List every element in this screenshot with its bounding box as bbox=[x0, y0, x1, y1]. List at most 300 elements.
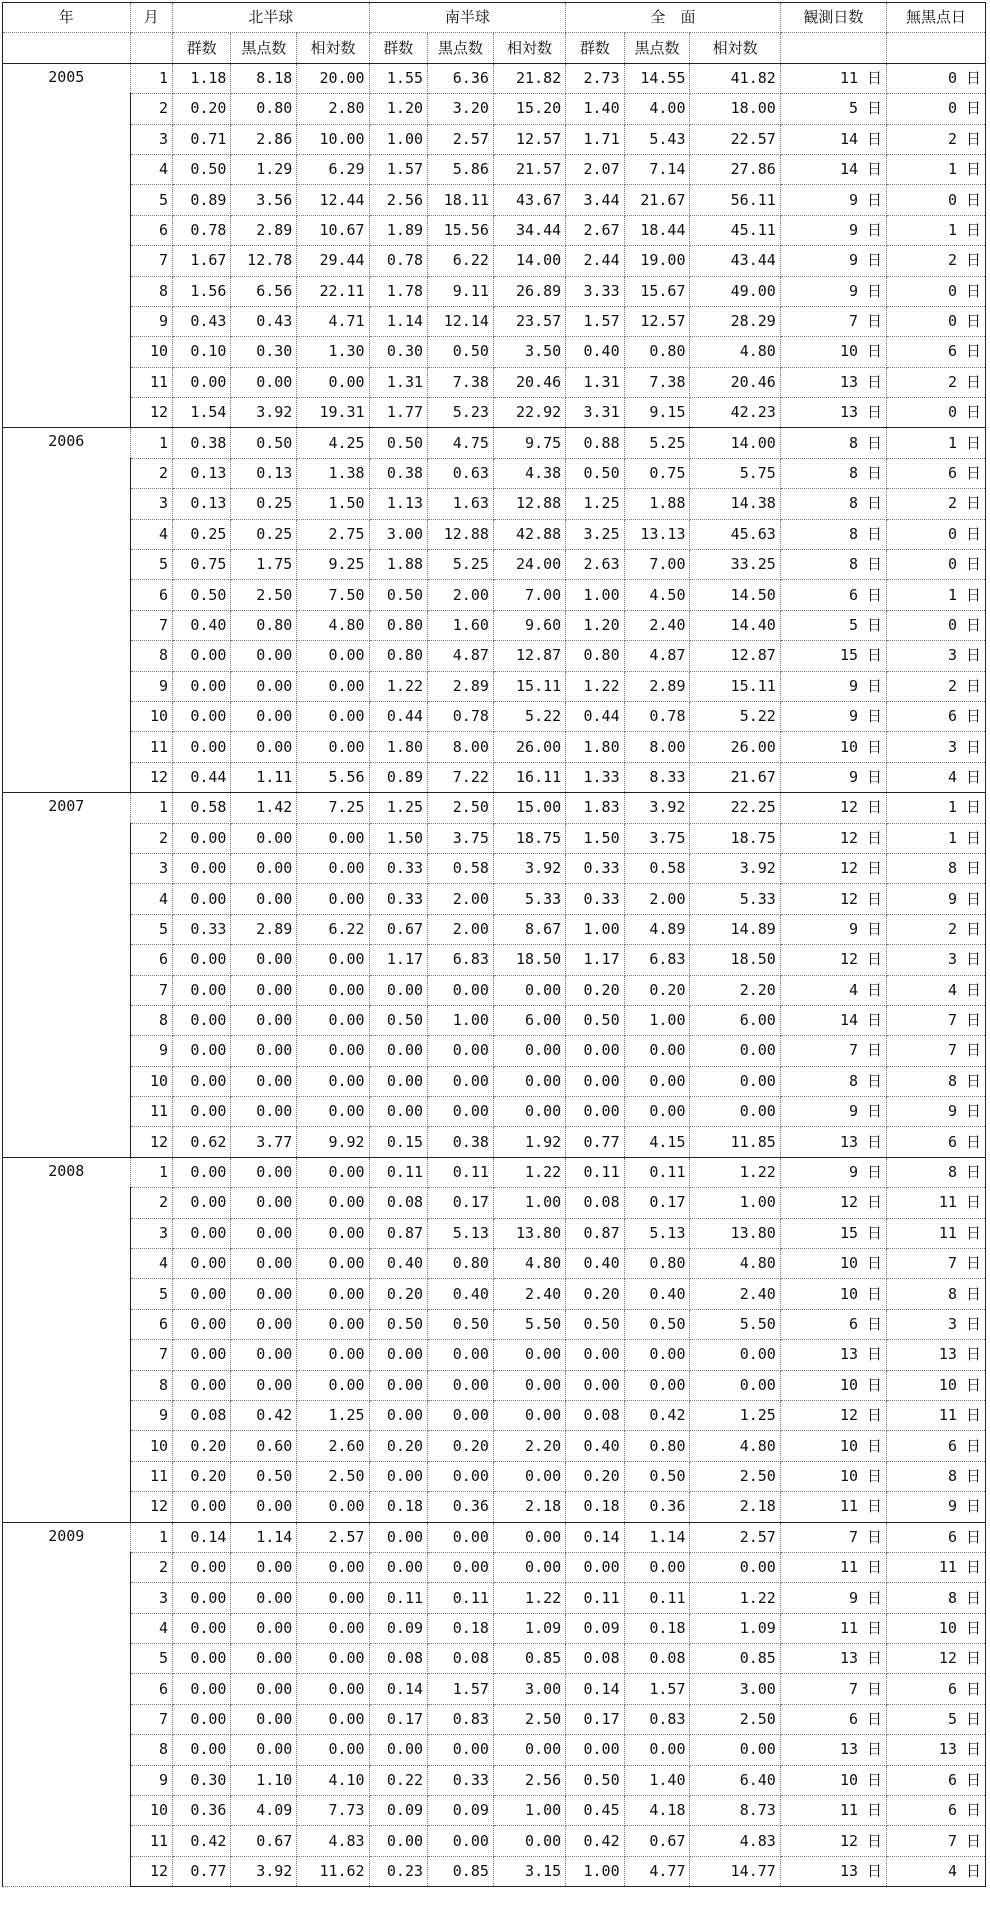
north-spots-cell: 1.10 bbox=[231, 1765, 297, 1795]
north-spots-cell: 0.00 bbox=[231, 1370, 297, 1400]
north-groups-cell: 0.75 bbox=[173, 550, 231, 580]
obs-days-cell: 4 日 bbox=[780, 975, 886, 1005]
whole-relative-cell: 14.40 bbox=[690, 610, 780, 640]
spotless-days-cell: 2 日 bbox=[887, 246, 986, 276]
south-spots-cell: 4.75 bbox=[428, 428, 494, 458]
south-relative-cell: 18.50 bbox=[493, 945, 565, 975]
obs-days-cell: 9 日 bbox=[780, 701, 886, 731]
whole-groups-cell: 0.80 bbox=[566, 641, 624, 671]
obs-days-cell: 13 日 bbox=[780, 1856, 886, 1886]
whole-groups-cell: 1.57 bbox=[566, 306, 624, 336]
header-north-groups: 群数 bbox=[173, 33, 231, 63]
spotless-days-cell: 8 日 bbox=[887, 853, 986, 883]
month-cell: 11 bbox=[130, 1461, 173, 1491]
south-groups-cell: 0.87 bbox=[369, 1218, 427, 1248]
whole-spots-cell: 0.50 bbox=[624, 1309, 690, 1339]
whole-spots-cell: 0.00 bbox=[624, 1066, 690, 1096]
whole-spots-cell: 0.78 bbox=[624, 701, 690, 731]
whole-spots-cell: 5.25 bbox=[624, 428, 690, 458]
north-groups-cell: 0.00 bbox=[173, 1583, 231, 1613]
south-groups-cell: 1.00 bbox=[369, 124, 427, 154]
south-spots-cell: 12.88 bbox=[428, 519, 494, 549]
whole-spots-cell: 0.00 bbox=[624, 1036, 690, 1066]
north-spots-cell: 0.00 bbox=[231, 853, 297, 883]
spotless-days-cell: 8 日 bbox=[887, 1279, 986, 1309]
south-spots-cell: 6.22 bbox=[428, 246, 494, 276]
whole-relative-cell: 2.18 bbox=[690, 1492, 780, 1522]
south-spots-cell: 0.00 bbox=[428, 1552, 494, 1582]
north-relative-cell: 9.25 bbox=[297, 550, 369, 580]
spotless-days-cell: 8 日 bbox=[887, 1583, 986, 1613]
whole-spots-cell: 15.67 bbox=[624, 276, 690, 306]
north-groups-cell: 0.50 bbox=[173, 154, 231, 184]
south-relative-cell: 26.89 bbox=[493, 276, 565, 306]
spotless-days-cell: 10 日 bbox=[887, 1613, 986, 1643]
north-relative-cell: 0.00 bbox=[297, 1279, 369, 1309]
whole-relative-cell: 21.67 bbox=[690, 762, 780, 792]
whole-groups-cell: 0.77 bbox=[566, 1127, 624, 1157]
north-groups-cell: 0.00 bbox=[173, 1492, 231, 1522]
obs-days-cell: 12 日 bbox=[780, 945, 886, 975]
north-relative-cell: 10.67 bbox=[297, 215, 369, 245]
spotless-days-cell: 0 日 bbox=[887, 94, 986, 124]
north-spots-cell: 1.42 bbox=[231, 793, 297, 823]
month-cell: 1 bbox=[130, 1157, 173, 1187]
whole-relative-cell: 5.50 bbox=[690, 1309, 780, 1339]
whole-relative-cell: 1.22 bbox=[690, 1583, 780, 1613]
obs-days-cell: 13 日 bbox=[780, 1340, 886, 1370]
spotless-days-cell: 6 日 bbox=[887, 701, 986, 731]
north-groups-cell: 0.00 bbox=[173, 823, 231, 853]
south-relative-cell: 2.18 bbox=[493, 1492, 565, 1522]
month-cell: 2 bbox=[130, 1188, 173, 1218]
north-relative-cell: 0.00 bbox=[297, 884, 369, 914]
whole-groups-cell: 0.09 bbox=[566, 1613, 624, 1643]
north-groups-cell: 0.00 bbox=[173, 732, 231, 762]
north-spots-cell: 0.13 bbox=[231, 458, 297, 488]
north-groups-cell: 0.10 bbox=[173, 337, 231, 367]
south-spots-cell: 15.56 bbox=[428, 215, 494, 245]
south-groups-cell: 0.14 bbox=[369, 1674, 427, 1704]
spotless-days-cell: 0 日 bbox=[887, 610, 986, 640]
north-relative-cell: 29.44 bbox=[297, 246, 369, 276]
obs-days-cell: 8 日 bbox=[780, 428, 886, 458]
north-groups-cell: 0.00 bbox=[173, 945, 231, 975]
whole-relative-cell: 6.40 bbox=[690, 1765, 780, 1795]
north-groups-cell: 1.67 bbox=[173, 246, 231, 276]
table-row bbox=[3, 1613, 986, 1643]
month-cell: 12 bbox=[130, 1856, 173, 1886]
whole-groups-cell: 0.50 bbox=[566, 1309, 624, 1339]
whole-spots-cell: 4.00 bbox=[624, 94, 690, 124]
north-relative-cell: 2.57 bbox=[297, 1522, 369, 1552]
obs-days-cell: 11 日 bbox=[780, 1492, 886, 1522]
north-groups-cell: 0.00 bbox=[173, 701, 231, 731]
year-cell: 2007 bbox=[3, 793, 131, 1158]
whole-groups-cell: 0.00 bbox=[566, 1735, 624, 1765]
north-relative-cell: 0.00 bbox=[297, 1188, 369, 1218]
south-groups-cell: 0.00 bbox=[369, 1522, 427, 1552]
whole-spots-cell: 5.43 bbox=[624, 124, 690, 154]
south-spots-cell: 0.11 bbox=[428, 1157, 494, 1187]
south-relative-cell: 15.20 bbox=[493, 94, 565, 124]
north-relative-cell: 0.00 bbox=[297, 1036, 369, 1066]
north-groups-cell: 0.00 bbox=[173, 1370, 231, 1400]
south-groups-cell: 0.33 bbox=[369, 884, 427, 914]
whole-groups-cell: 0.00 bbox=[566, 1552, 624, 1582]
south-relative-cell: 0.00 bbox=[493, 1400, 565, 1430]
north-relative-cell: 0.00 bbox=[297, 1644, 369, 1674]
north-groups-cell: 0.14 bbox=[173, 1522, 231, 1552]
table-row bbox=[3, 154, 986, 184]
north-relative-cell: 9.92 bbox=[297, 1127, 369, 1157]
north-groups-cell: 0.42 bbox=[173, 1826, 231, 1856]
header-spotless-days: 無黒点日 bbox=[887, 3, 986, 33]
whole-relative-cell: 4.80 bbox=[690, 337, 780, 367]
table-row bbox=[3, 367, 986, 397]
table-row bbox=[3, 276, 986, 306]
table-row bbox=[3, 1674, 986, 1704]
south-groups-cell: 0.00 bbox=[369, 1370, 427, 1400]
north-relative-cell: 0.00 bbox=[297, 1583, 369, 1613]
whole-groups-cell: 0.42 bbox=[566, 1826, 624, 1856]
whole-spots-cell: 13.13 bbox=[624, 519, 690, 549]
header-north: 北半球 bbox=[173, 3, 370, 33]
whole-spots-cell: 8.00 bbox=[624, 732, 690, 762]
south-spots-cell: 7.38 bbox=[428, 367, 494, 397]
header-month: 月 bbox=[130, 3, 173, 33]
obs-days-cell: 9 日 bbox=[780, 671, 886, 701]
south-relative-cell: 0.00 bbox=[493, 1461, 565, 1491]
table-body bbox=[3, 63, 986, 1886]
header-sub-empty bbox=[3, 33, 131, 63]
obs-days-cell: 5 日 bbox=[780, 94, 886, 124]
north-spots-cell: 0.00 bbox=[231, 945, 297, 975]
whole-relative-cell: 15.11 bbox=[690, 671, 780, 701]
north-spots-cell: 3.92 bbox=[231, 1856, 297, 1886]
south-spots-cell: 5.23 bbox=[428, 398, 494, 428]
month-cell: 5 bbox=[130, 914, 173, 944]
south-spots-cell: 0.36 bbox=[428, 1492, 494, 1522]
spotless-days-cell: 2 日 bbox=[887, 124, 986, 154]
spotless-days-cell: 2 日 bbox=[887, 914, 986, 944]
north-relative-cell: 7.50 bbox=[297, 580, 369, 610]
spotless-days-cell: 6 日 bbox=[887, 1431, 986, 1461]
north-relative-cell: 7.25 bbox=[297, 793, 369, 823]
north-spots-cell: 0.00 bbox=[231, 1036, 297, 1066]
whole-spots-cell: 4.50 bbox=[624, 580, 690, 610]
whole-spots-cell: 0.50 bbox=[624, 1461, 690, 1491]
spotless-days-cell: 2 日 bbox=[887, 671, 986, 701]
south-groups-cell: 0.00 bbox=[369, 1461, 427, 1491]
whole-relative-cell: 49.00 bbox=[690, 276, 780, 306]
obs-days-cell: 5 日 bbox=[780, 610, 886, 640]
whole-relative-cell: 45.63 bbox=[690, 519, 780, 549]
table-row bbox=[3, 1492, 986, 1522]
south-groups-cell: 0.00 bbox=[369, 1097, 427, 1127]
north-spots-cell: 0.00 bbox=[231, 1492, 297, 1522]
south-spots-cell: 5.13 bbox=[428, 1218, 494, 1248]
month-cell: 9 bbox=[130, 1400, 173, 1430]
month-cell: 8 bbox=[130, 276, 173, 306]
south-groups-cell: 1.88 bbox=[369, 550, 427, 580]
obs-days-cell: 13 日 bbox=[780, 1644, 886, 1674]
south-spots-cell: 7.22 bbox=[428, 762, 494, 792]
table-row bbox=[3, 1735, 986, 1765]
south-groups-cell: 1.13 bbox=[369, 489, 427, 519]
whole-relative-cell: 45.11 bbox=[690, 215, 780, 245]
obs-days-cell: 12 日 bbox=[780, 884, 886, 914]
month-cell: 7 bbox=[130, 246, 173, 276]
north-groups-cell: 0.00 bbox=[173, 1309, 231, 1339]
year-cell: 2006 bbox=[3, 428, 131, 793]
table-row bbox=[3, 1005, 986, 1035]
year-cell: 2008 bbox=[3, 1157, 131, 1522]
north-groups-cell: 0.00 bbox=[173, 853, 231, 883]
north-spots-cell: 0.00 bbox=[231, 1188, 297, 1218]
south-relative-cell: 0.00 bbox=[493, 1066, 565, 1096]
table-row bbox=[3, 1036, 986, 1066]
north-spots-cell: 8.18 bbox=[231, 63, 297, 93]
month-cell: 7 bbox=[130, 1704, 173, 1734]
obs-days-cell: 10 日 bbox=[780, 1765, 886, 1795]
whole-spots-cell: 0.00 bbox=[624, 1552, 690, 1582]
south-spots-cell: 0.00 bbox=[428, 1400, 494, 1430]
whole-spots-cell: 4.87 bbox=[624, 641, 690, 671]
obs-days-cell: 12 日 bbox=[780, 1826, 886, 1856]
whole-groups-cell: 0.40 bbox=[566, 337, 624, 367]
table-row bbox=[3, 1157, 986, 1187]
whole-spots-cell: 0.11 bbox=[624, 1157, 690, 1187]
whole-spots-cell: 1.88 bbox=[624, 489, 690, 519]
north-groups-cell: 0.50 bbox=[173, 580, 231, 610]
north-groups-cell: 1.54 bbox=[173, 398, 231, 428]
south-groups-cell: 1.22 bbox=[369, 671, 427, 701]
whole-relative-cell: 26.00 bbox=[690, 732, 780, 762]
north-relative-cell: 0.00 bbox=[297, 853, 369, 883]
south-spots-cell: 0.11 bbox=[428, 1583, 494, 1613]
whole-groups-cell: 0.17 bbox=[566, 1704, 624, 1734]
whole-groups-cell: 2.63 bbox=[566, 550, 624, 580]
north-spots-cell: 0.00 bbox=[231, 1704, 297, 1734]
north-relative-cell: 0.00 bbox=[297, 1309, 369, 1339]
north-relative-cell: 10.00 bbox=[297, 124, 369, 154]
spotless-days-cell: 3 日 bbox=[887, 945, 986, 975]
obs-days-cell: 11 日 bbox=[780, 1613, 886, 1643]
south-groups-cell: 0.09 bbox=[369, 1613, 427, 1643]
obs-days-cell: 9 日 bbox=[780, 276, 886, 306]
north-spots-cell: 0.80 bbox=[231, 94, 297, 124]
obs-days-cell: 10 日 bbox=[780, 1249, 886, 1279]
south-groups-cell: 0.00 bbox=[369, 1826, 427, 1856]
north-spots-cell: 0.00 bbox=[231, 1583, 297, 1613]
whole-relative-cell: 28.29 bbox=[690, 306, 780, 336]
table-row bbox=[3, 641, 986, 671]
spotless-days-cell: 7 日 bbox=[887, 1005, 986, 1035]
south-spots-cell: 18.11 bbox=[428, 185, 494, 215]
table-row bbox=[3, 428, 986, 458]
whole-groups-cell: 1.20 bbox=[566, 610, 624, 640]
table-row bbox=[3, 1644, 986, 1674]
table-row bbox=[3, 124, 986, 154]
south-spots-cell: 3.20 bbox=[428, 94, 494, 124]
table-row bbox=[3, 1340, 986, 1370]
spotless-days-cell: 2 日 bbox=[887, 367, 986, 397]
south-groups-cell: 1.14 bbox=[369, 306, 427, 336]
north-relative-cell: 0.00 bbox=[297, 1218, 369, 1248]
north-relative-cell: 2.60 bbox=[297, 1431, 369, 1461]
table-row bbox=[3, 185, 986, 215]
north-spots-cell: 2.89 bbox=[231, 215, 297, 245]
north-spots-cell: 2.50 bbox=[231, 580, 297, 610]
whole-relative-cell: 41.82 bbox=[690, 63, 780, 93]
south-spots-cell: 0.63 bbox=[428, 458, 494, 488]
month-cell: 3 bbox=[130, 1218, 173, 1248]
north-relative-cell: 0.00 bbox=[297, 1613, 369, 1643]
whole-groups-cell: 0.00 bbox=[566, 1097, 624, 1127]
month-cell: 6 bbox=[130, 215, 173, 245]
north-relative-cell: 4.80 bbox=[297, 610, 369, 640]
table-row bbox=[3, 732, 986, 762]
whole-relative-cell: 1.00 bbox=[690, 1188, 780, 1218]
month-cell: 9 bbox=[130, 671, 173, 701]
whole-groups-cell: 0.50 bbox=[566, 1005, 624, 1035]
table-row bbox=[3, 1461, 986, 1491]
obs-days-cell: 13 日 bbox=[780, 1127, 886, 1157]
whole-relative-cell: 0.00 bbox=[690, 1036, 780, 1066]
whole-groups-cell: 0.00 bbox=[566, 1066, 624, 1096]
north-spots-cell: 0.00 bbox=[231, 1097, 297, 1127]
north-groups-cell: 0.00 bbox=[173, 1552, 231, 1582]
south-relative-cell: 14.00 bbox=[493, 246, 565, 276]
north-relative-cell: 2.80 bbox=[297, 94, 369, 124]
south-spots-cell: 9.11 bbox=[428, 276, 494, 306]
whole-relative-cell: 18.75 bbox=[690, 823, 780, 853]
whole-relative-cell: 5.33 bbox=[690, 884, 780, 914]
north-groups-cell: 0.38 bbox=[173, 428, 231, 458]
north-spots-cell: 0.00 bbox=[231, 641, 297, 671]
whole-groups-cell: 1.00 bbox=[566, 914, 624, 944]
north-relative-cell: 1.30 bbox=[297, 337, 369, 367]
table-row bbox=[3, 1704, 986, 1734]
south-groups-cell: 0.11 bbox=[369, 1583, 427, 1613]
whole-groups-cell: 3.44 bbox=[566, 185, 624, 215]
north-groups-cell: 0.58 bbox=[173, 793, 231, 823]
north-spots-cell: 0.43 bbox=[231, 306, 297, 336]
north-groups-cell: 0.00 bbox=[173, 671, 231, 701]
north-groups-cell: 0.08 bbox=[173, 1400, 231, 1430]
whole-relative-cell: 5.22 bbox=[690, 701, 780, 731]
obs-days-cell: 7 日 bbox=[780, 1036, 886, 1066]
south-groups-cell: 1.77 bbox=[369, 398, 427, 428]
south-groups-cell: 0.40 bbox=[369, 1249, 427, 1279]
south-spots-cell: 0.00 bbox=[428, 1370, 494, 1400]
spotless-days-cell: 0 日 bbox=[887, 550, 986, 580]
north-groups-cell: 0.00 bbox=[173, 1005, 231, 1035]
table-row bbox=[3, 1370, 986, 1400]
header-south: 南半球 bbox=[369, 3, 566, 33]
south-relative-cell: 3.00 bbox=[493, 1674, 565, 1704]
whole-spots-cell: 0.00 bbox=[624, 1340, 690, 1370]
south-groups-cell: 0.23 bbox=[369, 1856, 427, 1886]
north-groups-cell: 0.20 bbox=[173, 94, 231, 124]
south-relative-cell: 2.56 bbox=[493, 1765, 565, 1795]
whole-groups-cell: 0.08 bbox=[566, 1400, 624, 1430]
north-groups-cell: 0.20 bbox=[173, 1461, 231, 1491]
obs-days-cell: 7 日 bbox=[780, 306, 886, 336]
month-cell: 6 bbox=[130, 1309, 173, 1339]
whole-groups-cell: 3.25 bbox=[566, 519, 624, 549]
north-relative-cell: 6.22 bbox=[297, 914, 369, 944]
obs-days-cell: 14 日 bbox=[780, 154, 886, 184]
obs-days-cell: 12 日 bbox=[780, 1188, 886, 1218]
spotless-days-cell: 11 日 bbox=[887, 1400, 986, 1430]
whole-spots-cell: 18.44 bbox=[624, 215, 690, 245]
south-relative-cell: 20.46 bbox=[493, 367, 565, 397]
whole-spots-cell: 0.00 bbox=[624, 1370, 690, 1400]
whole-spots-cell: 21.67 bbox=[624, 185, 690, 215]
whole-spots-cell: 0.80 bbox=[624, 337, 690, 367]
north-spots-cell: 0.00 bbox=[231, 1674, 297, 1704]
month-cell: 4 bbox=[130, 1249, 173, 1279]
whole-groups-cell: 0.11 bbox=[566, 1157, 624, 1187]
spotless-days-cell: 11 日 bbox=[887, 1552, 986, 1582]
north-spots-cell: 1.11 bbox=[231, 762, 297, 792]
whole-relative-cell: 0.00 bbox=[690, 1066, 780, 1096]
south-groups-cell: 1.50 bbox=[369, 823, 427, 853]
whole-groups-cell: 1.00 bbox=[566, 580, 624, 610]
south-spots-cell: 0.17 bbox=[428, 1188, 494, 1218]
north-relative-cell: 1.25 bbox=[297, 1400, 369, 1430]
spotless-days-cell: 6 日 bbox=[887, 1522, 986, 1552]
south-spots-cell: 0.78 bbox=[428, 701, 494, 731]
south-relative-cell: 43.67 bbox=[493, 185, 565, 215]
spotless-days-cell: 5 日 bbox=[887, 1704, 986, 1734]
table-row bbox=[3, 1400, 986, 1430]
spotless-days-cell: 8 日 bbox=[887, 1066, 986, 1096]
south-spots-cell: 0.58 bbox=[428, 853, 494, 883]
south-relative-cell: 15.11 bbox=[493, 671, 565, 701]
south-spots-cell: 2.57 bbox=[428, 124, 494, 154]
south-spots-cell: 2.00 bbox=[428, 914, 494, 944]
month-cell: 2 bbox=[130, 823, 173, 853]
north-relative-cell: 0.00 bbox=[297, 1340, 369, 1370]
north-spots-cell: 0.00 bbox=[231, 1066, 297, 1096]
table-row bbox=[3, 1826, 986, 1856]
whole-relative-cell: 5.75 bbox=[690, 458, 780, 488]
north-groups-cell: 0.00 bbox=[173, 367, 231, 397]
table-row bbox=[3, 63, 986, 93]
table-row bbox=[3, 1188, 986, 1218]
month-cell: 4 bbox=[130, 884, 173, 914]
spotless-days-cell: 2 日 bbox=[887, 489, 986, 519]
south-groups-cell: 0.09 bbox=[369, 1796, 427, 1826]
whole-spots-cell: 7.38 bbox=[624, 367, 690, 397]
whole-groups-cell: 0.50 bbox=[566, 458, 624, 488]
north-relative-cell: 0.00 bbox=[297, 1735, 369, 1765]
table-row bbox=[3, 519, 986, 549]
north-groups-cell: 0.00 bbox=[173, 1066, 231, 1096]
whole-spots-cell: 0.67 bbox=[624, 1826, 690, 1856]
table-row bbox=[3, 1765, 986, 1795]
north-spots-cell: 0.00 bbox=[231, 367, 297, 397]
north-groups-cell: 0.00 bbox=[173, 884, 231, 914]
south-groups-cell: 1.80 bbox=[369, 732, 427, 762]
whole-relative-cell: 3.00 bbox=[690, 1674, 780, 1704]
south-groups-cell: 0.00 bbox=[369, 1552, 427, 1582]
month-cell: 12 bbox=[130, 398, 173, 428]
whole-relative-cell: 33.25 bbox=[690, 550, 780, 580]
